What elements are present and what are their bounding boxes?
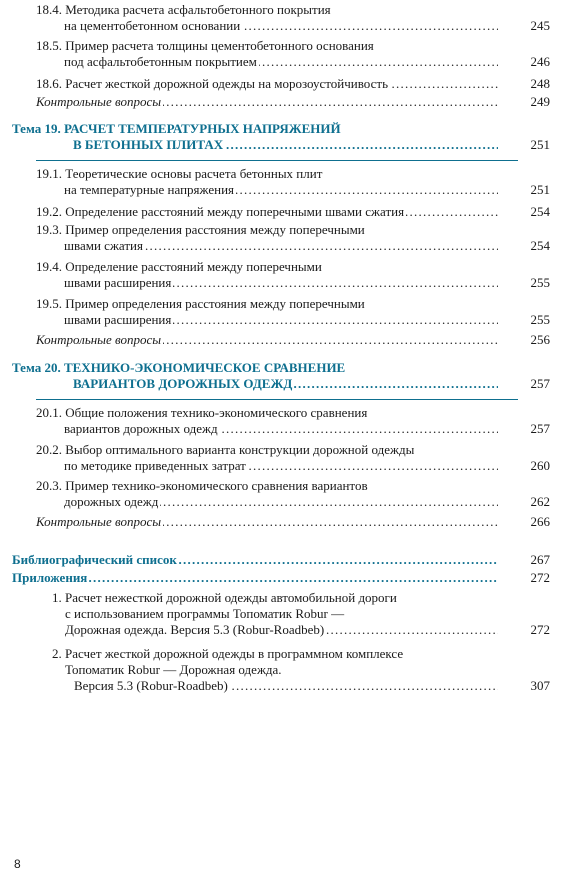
toc-entry: [36, 222, 550, 254]
toc-entry: [36, 204, 550, 220]
toc-page-number: 256: [506, 332, 550, 348]
toc-page-number: 267: [506, 552, 550, 568]
toc-entry-line: Дорожная одежда. Версия 5.3 (Robur-Roadbeb): [65, 622, 325, 637]
page-number: 8: [14, 857, 21, 871]
toc-topic-title: Приложения: [12, 570, 88, 585]
toc-entry-line: на цементобетонном основании: [64, 18, 241, 33]
toc-entry-line: Контрольные вопросы: [36, 514, 162, 529]
toc-topic-title: Тема 19. РАСЧЕТ ТЕМПЕРАТУРНЫХ НАПРЯЖЕНИЙ: [12, 121, 341, 136]
toc-topic-title: ВАРИАНТОВ ДОРОЖНЫХ ОДЕЖД: [73, 376, 293, 391]
toc-page-number: 272: [506, 622, 550, 638]
toc-entry-line: швами расширения: [64, 312, 172, 327]
toc-entry-line: на температурные напряжения: [64, 182, 235, 197]
toc-page-number: 262: [506, 494, 550, 510]
toc-appendix-1: [52, 590, 550, 638]
toc-topic-19: [12, 121, 550, 153]
toc-page-number: 249: [506, 94, 550, 110]
toc-page-number: 245: [506, 18, 550, 34]
toc-entry-line: швами сжатия: [64, 238, 143, 253]
toc-entry-line: 19.4. Определение расстояний между поперечными: [36, 259, 322, 274]
toc-entry: [36, 296, 550, 328]
toc-entry-line: 20.1. Общие положения технико-экономического сравнения: [36, 405, 368, 420]
toc-page-number: 266: [506, 514, 550, 530]
toc-entry-line: дорожных одежд: [64, 494, 159, 509]
topic-underline: [36, 399, 518, 400]
toc-page-number: 251: [506, 137, 550, 153]
toc-entry-line: швами расширения: [64, 275, 172, 290]
toc-entry-line: Контрольные вопросы: [36, 332, 162, 347]
toc-page-number: 255: [506, 312, 550, 328]
toc-entry-line: 18.4. Методика расчета асфальтобетонного покрытия: [36, 2, 331, 17]
topic-underline: [36, 160, 518, 161]
toc-entry: [36, 442, 550, 474]
toc-entry: [36, 405, 550, 437]
toc-entry-line: вариантов дорожных одежд: [64, 421, 218, 436]
toc-page-number: 257: [506, 376, 550, 392]
toc-entry-line: 2. Расчет жесткой дорожной одежды в программном комплексе: [52, 646, 404, 661]
toc-page-number: 254: [506, 238, 550, 254]
toc-entry: [36, 2, 550, 34]
toc-entry-line: Версия 5.3 (Robur-Roadbeb): [74, 678, 228, 693]
toc-appendix-2: [52, 646, 550, 694]
toc-page-number: 260: [506, 458, 550, 474]
toc-topic-title: В БЕТОННЫХ ПЛИТАХ: [73, 137, 224, 152]
toc-entry-line: 19.2. Определение расстояний между поперечными швами сжатия: [36, 204, 405, 219]
toc-entry: [36, 76, 550, 92]
toc-entry-line: 20.2. Выбор оптимального варианта конструкции дорожной одежды: [36, 442, 415, 457]
toc-appendices: [12, 570, 550, 586]
toc-page-number: 251: [506, 182, 550, 198]
toc-page-number: 257: [506, 421, 550, 437]
toc-entry: [36, 478, 550, 510]
toc-entry-review-questions: [36, 332, 550, 348]
toc-entry-line: 19.5. Пример определения расстояния между поперечными: [36, 296, 365, 311]
toc-entry-line: 1. Расчет нежесткой дорожной одежды автомобильной дороги: [52, 590, 397, 605]
toc-page-number: 246: [506, 54, 550, 70]
toc-entry-line: 18.6. Расчет жесткой дорожной одежды на морозоустойчивость: [36, 76, 388, 91]
toc-page-number: 307: [506, 678, 550, 694]
toc-entry-review-questions: [36, 514, 550, 530]
toc-entry-line: Топоматик Robur — Дорожная одежда.: [65, 662, 282, 677]
toc-bibliography: [12, 552, 550, 568]
toc-entry-line: с использованием программы Топоматик Robur —: [65, 606, 345, 621]
toc-entry: [36, 38, 550, 70]
toc-topic-title: Тема 20. ТЕХНИКО-ЭКОНОМИЧЕСКОЕ СРАВНЕНИЕ: [12, 360, 346, 375]
toc-page-number: 248: [506, 76, 550, 92]
toc-entry: [36, 259, 550, 291]
toc-entry-review-questions: [36, 94, 550, 110]
toc-page-number: 254: [506, 204, 550, 220]
toc-entry-line: 18.5. Пример расчета толщины цементобетонного основания: [36, 38, 374, 53]
toc-page-number: 255: [506, 275, 550, 291]
toc-entry-line: Контрольные вопросы: [36, 94, 162, 109]
toc-page-number: 272: [506, 570, 550, 586]
toc-topic-title: Библиографический список: [12, 552, 177, 567]
toc-entry: [36, 166, 550, 198]
toc-entry-line: по методике приведенных затрат: [64, 458, 246, 473]
toc-topic-20: [12, 360, 550, 392]
toc-entry-line: 19.1. Теоретические основы расчета бетонных плит: [36, 166, 323, 181]
toc-entry-line: под асфальтобетонным покрытием: [64, 54, 257, 69]
toc-entry-line: 20.3. Пример технико-экономического сравнения вариантов: [36, 478, 368, 493]
toc-entry-line: 19.3. Пример определения расстояния между поперечными: [36, 222, 365, 237]
